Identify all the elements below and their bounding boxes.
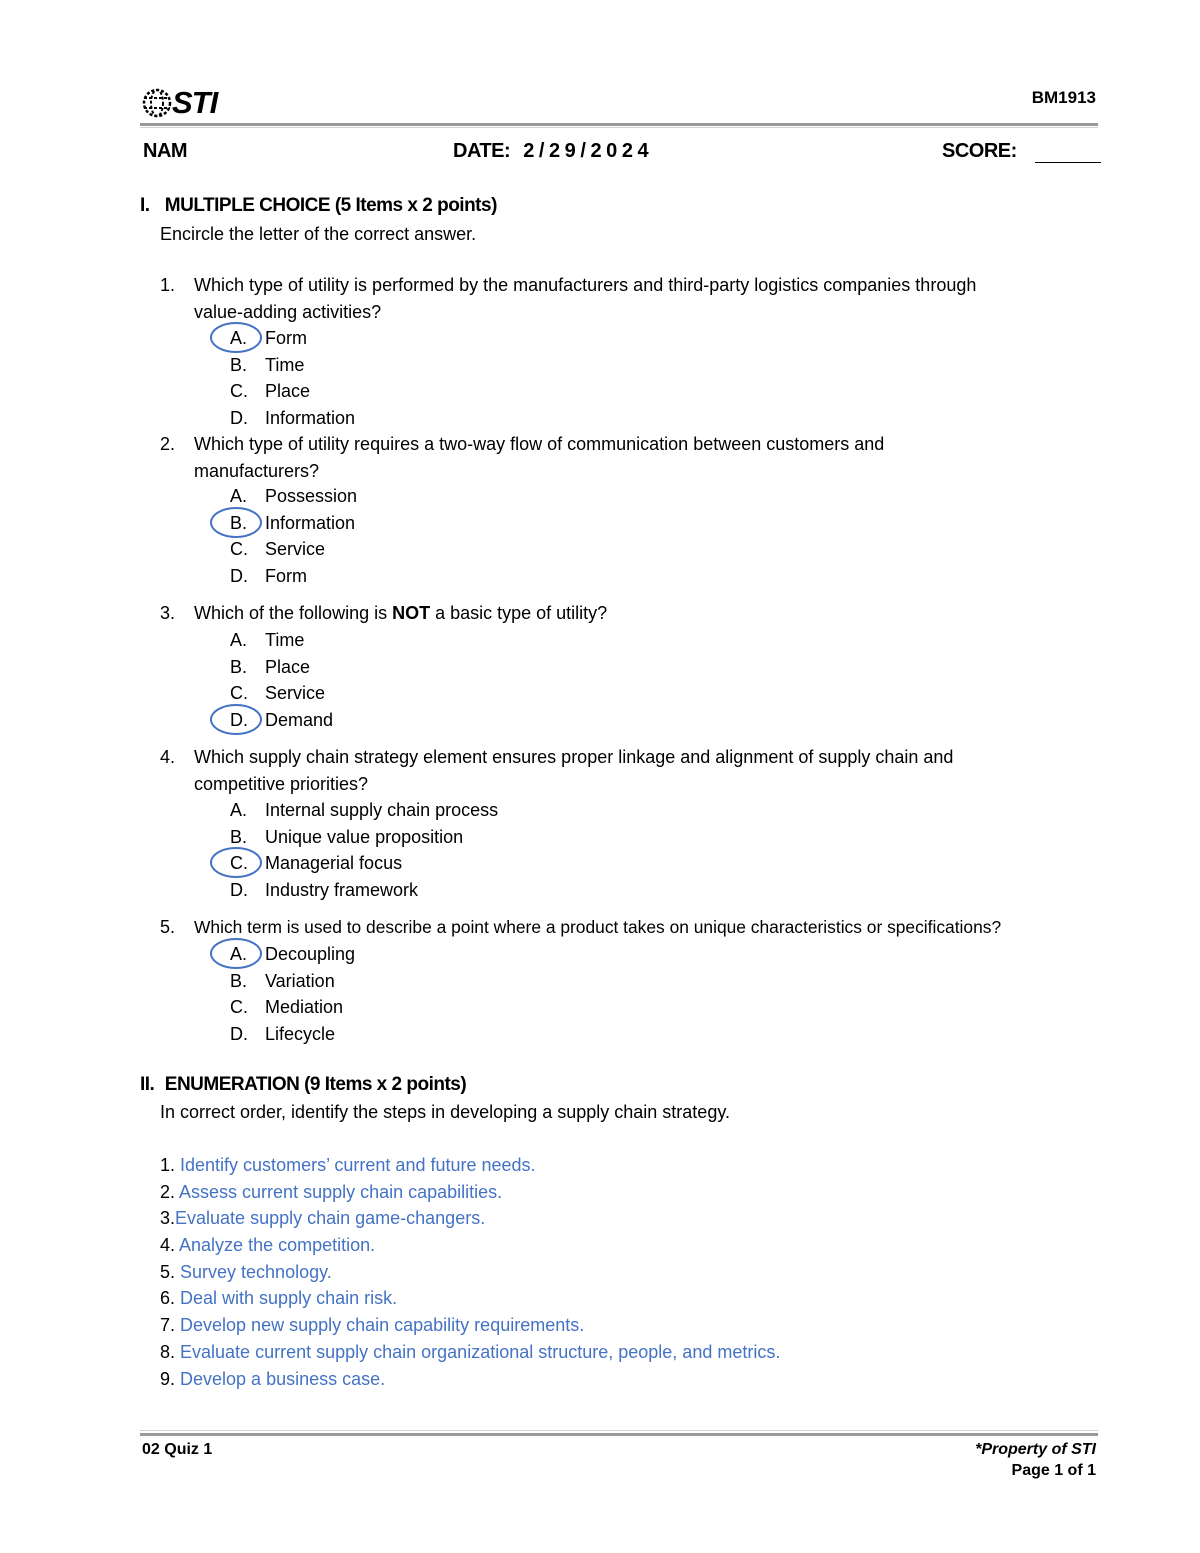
section-1-instruction: Encircle the letter of the correct answer. <box>160 224 477 244</box>
option-d[interactable]: D. Information <box>230 407 356 428</box>
section-2-number: II. <box>140 1074 155 1095</box>
option-b[interactable]: B. Place <box>230 656 311 677</box>
list-item: 9. Develop a business case. <box>160 1368 386 1389</box>
name-label: NAM <box>143 140 188 162</box>
section-2-heading <box>140 1074 466 1096</box>
option-b[interactable]: B. Unique value proposition <box>230 826 464 847</box>
question-number: 3. <box>160 603 176 623</box>
question-4 <box>160 744 1080 797</box>
question-text-line2: value-adding activities? <box>194 301 382 322</box>
list-item: 6. Deal with supply chain risk. <box>160 1288 398 1309</box>
question-text: Which of the following is NOT a basic type of utility? <box>194 603 608 623</box>
list-item: 4. Analyze the competition. <box>160 1235 376 1256</box>
answer-circle <box>210 322 262 353</box>
score-field <box>942 140 1101 163</box>
course-code: BM1913 <box>1031 88 1096 107</box>
option-c[interactable]: C. Mediation <box>230 997 344 1017</box>
question-text-line2: manufacturers? <box>194 460 320 481</box>
question-1-options <box>230 325 355 431</box>
question-number: 1. <box>160 275 176 295</box>
logo-text: STI <box>172 85 218 120</box>
score-blank <box>1035 144 1101 163</box>
option-b[interactable]: B. Time <box>230 354 305 375</box>
answer-circle <box>210 704 262 735</box>
footer-rule-thin <box>140 1430 1098 1431</box>
footer-rule <box>140 1433 1098 1436</box>
footer-page-number: Page 1 of 1 <box>1011 1462 1096 1479</box>
answer-circle <box>210 507 262 538</box>
sti-logo <box>142 85 217 121</box>
question-5-options <box>230 941 355 1047</box>
option-c[interactable]: C. Managerial focus <box>230 850 498 877</box>
footer-property: *Property of STI <box>975 1441 1096 1458</box>
answer-circle <box>210 847 262 878</box>
section-1-heading <box>140 195 497 217</box>
question-3-options <box>230 627 333 733</box>
date-field <box>453 140 648 163</box>
question-4-options <box>230 797 498 903</box>
answer-circle <box>210 938 262 969</box>
question-2 <box>160 431 1080 484</box>
option-d[interactable]: D. Lifecycle <box>230 1023 336 1044</box>
section-1-number: I. <box>140 195 150 216</box>
option-b[interactable]: B. Information <box>230 510 357 537</box>
question-text-line1: Which supply chain strategy element ensures proper linkage and alignment of supply chain and <box>194 747 954 767</box>
list-item: 5. Survey technology. <box>160 1261 332 1282</box>
question-number: 5. <box>160 917 176 937</box>
option-d[interactable]: D. Demand <box>230 707 333 734</box>
list-item: 7. Develop new supply chain capability requirements. <box>160 1315 585 1336</box>
question-3 <box>160 600 1080 627</box>
list-item: 1. Identify customers’ current and future needs. <box>160 1155 536 1175</box>
option-c[interactable]: C. Service <box>230 539 326 559</box>
section-1-title: MULTIPLE CHOICE (5 Items x 2 points) <box>164 195 497 216</box>
header-rule-thin <box>140 127 1098 128</box>
option-b[interactable]: B. Variation <box>230 970 335 991</box>
option-d[interactable]: D. Industry framework <box>230 879 419 900</box>
list-item: 3.Evaluate supply chain game-changers. <box>160 1208 486 1229</box>
list-item: 2. Assess current supply chain capabilities. <box>160 1181 503 1202</box>
score-label: SCORE: <box>942 140 1017 162</box>
question-number: 2. <box>160 434 176 454</box>
question-2-options <box>230 483 357 589</box>
option-c[interactable]: C. Place <box>230 381 311 401</box>
question-1 <box>160 272 1080 325</box>
option-d[interactable]: D. Form <box>230 565 307 586</box>
option-a[interactable]: A. Time <box>230 630 305 650</box>
date-label: DATE: <box>453 140 511 162</box>
question-text-line1: Which term is used to describe a point where a product takes on unique characteristics or specifications? <box>194 917 1002 937</box>
enumeration-answers <box>160 1152 780 1392</box>
emphasis-not: NOT <box>392 603 431 623</box>
globe-icon <box>142 87 172 119</box>
section-2-instruction: In correct order, identify the steps in developing a supply chain strategy. <box>160 1102 730 1122</box>
option-a[interactable]: A. Internal supply chain process <box>230 800 499 820</box>
option-a[interactable]: A. Possession <box>230 486 358 506</box>
question-text-line1: Which type of utility is performed by the manufacturers and third-party logistics companies through <box>194 275 977 295</box>
date-value: 2 / 2 9 / 2 0 2 4 <box>523 140 649 162</box>
list-item: 8. Evaluate current supply chain organizational structure, people, and metrics. <box>160 1341 781 1362</box>
section-2-title: ENUMERATION (9 Items x 2 points) <box>164 1074 467 1095</box>
footer-quiz-label: 02 Quiz 1 <box>142 1441 213 1458</box>
option-a[interactable]: A. Decoupling <box>230 941 355 968</box>
question-number: 4. <box>160 747 176 767</box>
question-5 <box>160 914 1110 941</box>
option-c[interactable]: C. Service <box>230 683 326 703</box>
question-text-line1: Which type of utility requires a two-way flow of communication between customers and <box>194 434 885 454</box>
question-text-line2: competitive priorities? <box>194 773 369 794</box>
header-rule <box>140 123 1098 126</box>
option-a[interactable]: A. Form <box>230 325 355 352</box>
